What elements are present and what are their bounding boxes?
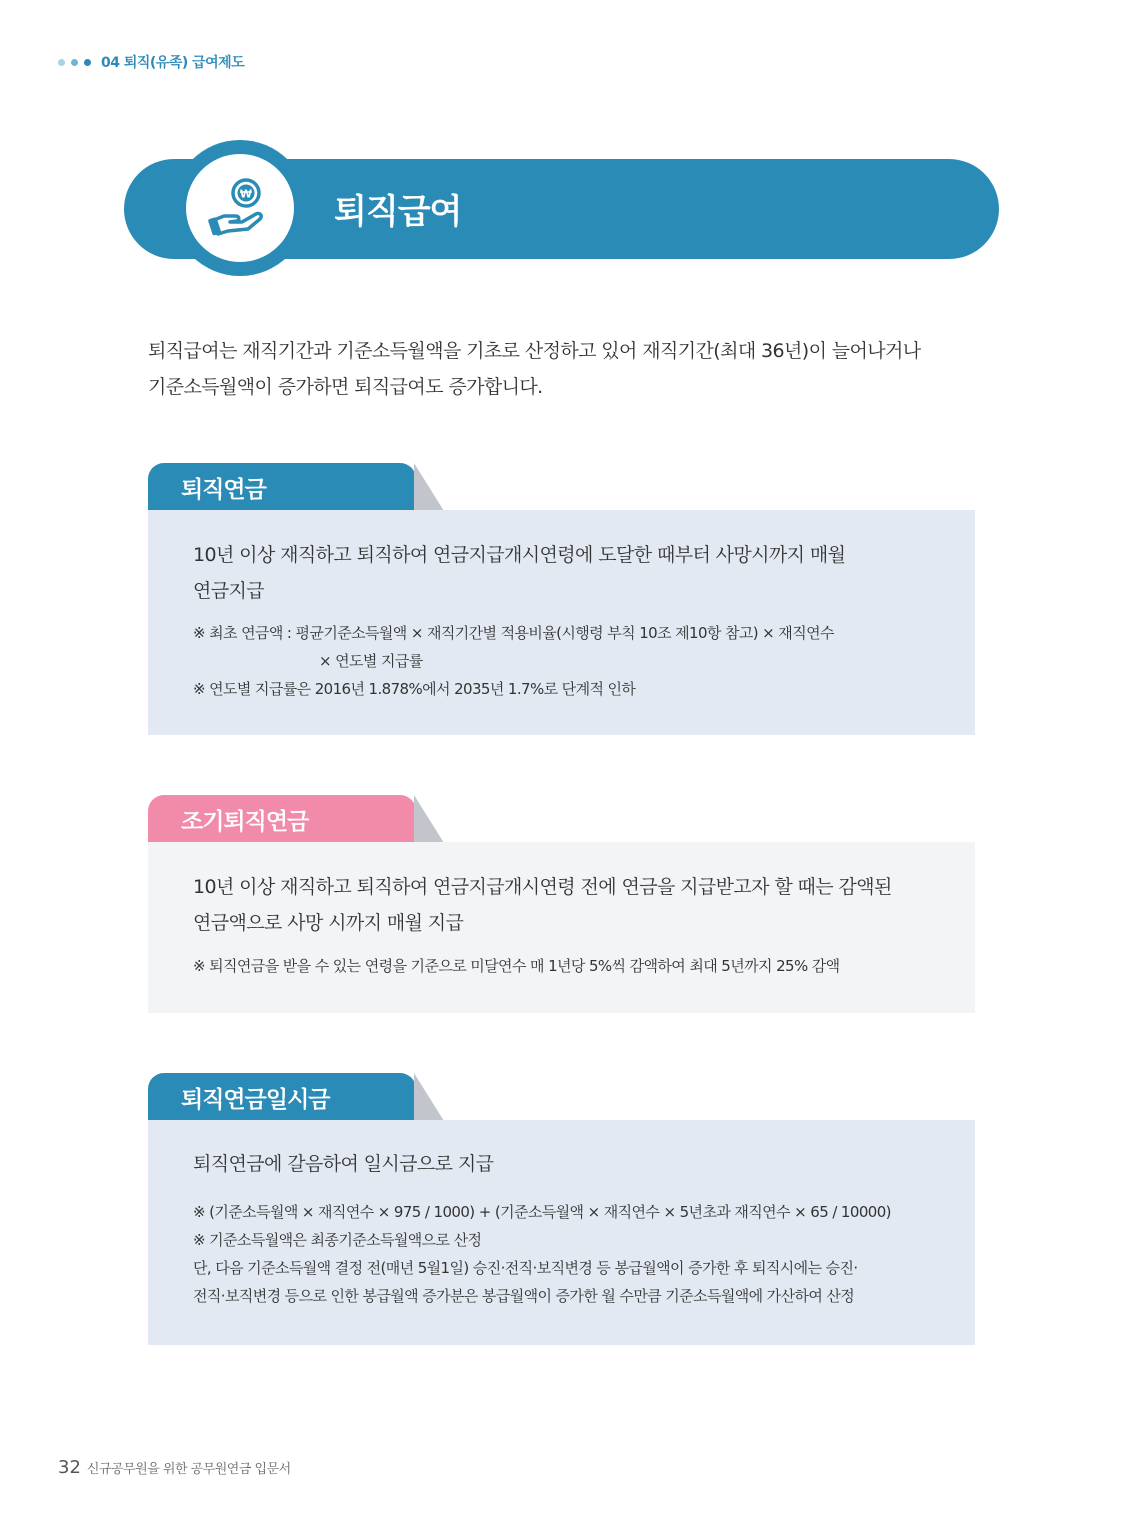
- note-line: ※ 기준소득월액은 최종기준소득월액으로 산정: [193, 1231, 482, 1249]
- page-number: 32: [58, 1457, 81, 1478]
- section-title: 퇴직연금일시금: [181, 1087, 330, 1113]
- section-notes: [193, 619, 973, 703]
- intro-line: 퇴직급여는 재직기간과 기준소득월액을 기초로 산정하고 있어 재직기간(최대 36년)이 늘어나거나: [148, 340, 921, 362]
- section-title: 조기퇴직연금: [181, 809, 309, 835]
- chapter-title: 04 퇴직(유족) 급여제도: [101, 55, 245, 71]
- note-line: ※ (기준소득월액 × 재직연수 × 975 / 1000) + (기준소득월액 × 재직연수 × 5년초과 재직연수 × 65 / 10000): [193, 1203, 891, 1221]
- note-line: × 연도별 지급률: [319, 652, 423, 670]
- section-box-retirement-pension: [148, 510, 975, 735]
- main-line: 10년 이상 재직하고 퇴직하여 연금지급개시연령에 도달한 때부터 사망시까지 매월: [193, 544, 846, 566]
- banner-icon-circle: [186, 154, 294, 262]
- section-tab-early-retirement-pension: [148, 795, 416, 843]
- note-line: ※ 연도별 지급률은 2016년 1.878%에서 2035년 1.7%로 단계적 인하: [193, 680, 636, 698]
- header-dot-2: [71, 59, 78, 66]
- page-footer: [58, 1457, 291, 1478]
- note-line: 전직·보직변경 등으로 인한 봉급월액 증가분은 봉급월액이 증가한 월 수만큼 기준소득월액에 가산하여 산정: [193, 1287, 855, 1305]
- intro-paragraph: [148, 333, 998, 405]
- section-main-text: [193, 869, 892, 941]
- header-dot-1: [58, 59, 65, 66]
- section-notes: [193, 1198, 973, 1310]
- tab-fold: [414, 463, 444, 511]
- section-tab-lump-sum: [148, 1073, 416, 1121]
- chapter-header: [58, 52, 244, 72]
- hand-with-won-coin-icon: [208, 176, 272, 240]
- main-line: 연금액으로 사망 시까지 매월 지급: [193, 912, 464, 934]
- page-title: 퇴직급여: [334, 192, 462, 232]
- main-line: 퇴직연금에 갈음하여 일시금으로 지급: [193, 1153, 494, 1175]
- svg-text:₩: ₩: [239, 187, 253, 201]
- note-line: 단, 다음 기준소득월액 결정 전(매년 5월1일) 승진·전직·보직변경 등 봉급월액이 증가한 후 퇴직시에는 승진·: [193, 1259, 858, 1277]
- tab-fold: [414, 795, 444, 843]
- section-box-lump-sum: [148, 1120, 975, 1345]
- intro-line: 기준소득월액이 증가하면 퇴직급여도 증가합니다.: [148, 376, 543, 398]
- section-box-early-retirement-pension: [148, 842, 975, 1013]
- note-line: ※ 최초 연금액 : 평균기준소득월액 × 재직기간별 적용비율(시행령 부칙 10조 제10항 참고) × 재직연수: [193, 624, 834, 642]
- section-tab-retirement-pension: [148, 463, 416, 511]
- note-line: ※ 퇴직연금을 받을 수 있는 연령을 기준으로 미달연수 매 1년당 5%씩 감액하여 최대 5년까지 25% 감액: [193, 957, 840, 975]
- tab-fold: [414, 1073, 444, 1121]
- book-title: 신규공무원을 위한 공무원연금 입문서: [86, 1462, 291, 1477]
- section-main-text: [193, 1146, 493, 1182]
- section-main-text: [193, 537, 845, 609]
- main-line: 연금지급: [193, 580, 265, 602]
- section-notes: [193, 952, 973, 980]
- header-dot-3: [84, 59, 91, 66]
- main-line: 10년 이상 재직하고 퇴직하여 연금지급개시연령 전에 연금을 지급받고자 할 때는 감액된: [193, 876, 892, 898]
- section-title: 퇴직연금: [181, 477, 266, 503]
